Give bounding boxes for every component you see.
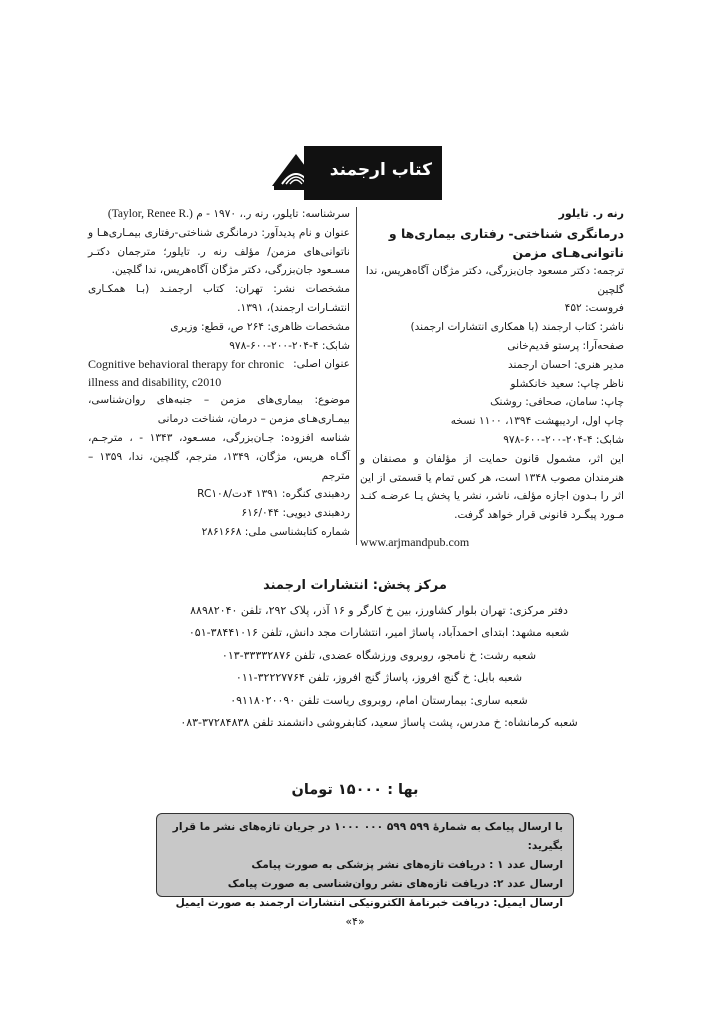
original-title-row	[88, 355, 350, 391]
heading-label: سرشناسه: تایلور، رنه ر.، ۱۹۷۰ - م	[196, 208, 350, 220]
sms-subscription-box	[156, 813, 574, 909]
cataloging-column	[88, 205, 350, 542]
branch-item: شعبه بابل: خ گنج افروز، پاساژ گنج افروز، تلفن ۳۲۲۲۷۷۶۴-۰۱۱	[235, 671, 523, 685]
sms-line: با ارسال پیامک به شمارهٔ ۵۹۹ ۵۹۹ ۰۰۰ ۱۰۰۰ در جریان تازه‌های نشر ما قرار بگیرید:	[172, 821, 563, 852]
isbn: شابک: ۴-۲۰۴-۲۰۰-۶۰۰-۹۷۸	[503, 433, 624, 446]
distribution-title: مرکز پخش: انتشارات ارجمند	[263, 578, 447, 593]
original-title: Cognitive behavioral therapy for chronic illness and disability, c2010	[88, 357, 284, 390]
added-entry: شناسه افزوده: جـان‌بزرگی، مسـعود، ۱۳۴۳ - ، مترجـم، آگـاه هریس، مژگان، ۱۳۴۹، مترجم، گلچین، ندا، ۱۳۵۹ – مترجم	[88, 431, 350, 482]
sms-line: ارسال عدد ۲: دریافت تازه‌های نشر روان‌شناسی به صورت پیامک	[227, 878, 563, 890]
art-director: مدیر هنری: احسان ارجمند	[507, 358, 624, 371]
book-title: درمانگری شناختی- رفتاری بیماری‌ها و ناتوانی‌هـای مزمن	[388, 225, 624, 260]
publication-info: مشخصات نشر: تهران: کتاب ارجمنـد (بـا همکـاری انتشـارات ارجمند)، ۱۳۹۱.	[88, 283, 350, 314]
subject: موضوع: بیماری‌های مزمن – جنبه‌های روان‌شناسی، بیمـاری‌هـای مزمن – درمان، شناخت درمانی	[88, 394, 350, 426]
series-number: فروست: ۴۵۲	[564, 302, 624, 315]
translators: ترجمه: دکتر مسعود جان‌بزرگی، دکتر مژگان آگاه‌هریس، ندا گلچین	[365, 264, 624, 296]
layout-designer: صفحه‌آرا: پرستو قدیم‌خانی	[507, 339, 624, 352]
national-bibliography-number: شماره کتابشناسی ملی: ۲۸۶۱۶۶۸	[201, 525, 350, 538]
branch-item: دفتر مرکزی: تهران بلوار کشاورز، بین خ کارگر و ۱۶ آذر، پلاک ۲۹۲، تلفن ۸۸۹۸۲۰۴۰	[190, 604, 568, 617]
cataloging-isbn: شابک: ۴-۲۰۴-۲۰۰-۶۰۰-۹۷۸	[229, 339, 350, 352]
heading-latin: (Taylor, Renee R.)	[107, 208, 193, 220]
column-divider	[356, 207, 357, 545]
cataloging-heading	[88, 205, 350, 224]
congress-classification: ردهبندی کنگره: ۱۳۹۱ ۴د‌ت/RC۱۰۸	[197, 488, 350, 501]
book-info-column	[360, 205, 624, 552]
logo-banner	[304, 146, 442, 200]
branch-item: شعبه مشهد: ابتدای احمدآباد، پاساژ امیر، انتشارات مجد دانش، تلفن ۳۸۴۴۱۰۱۶-۰۵۱	[188, 626, 570, 640]
physical-description: مشخصات ظاهری: ۲۶۴ ص، قطع: وزیری	[170, 320, 350, 333]
logo-text: کتاب ارجمند	[329, 160, 432, 180]
branch-item: شعبه کرمانشاه: خ مدرس، پشت پاساژ سعید، کتابفروشی دانشمند تلفن ۳۷۲۸۴۸۳۸-۰۸۳	[180, 716, 578, 730]
dewey-classification: ردهبندی دیویی: ۶۱۶/۰۴۴	[241, 507, 350, 520]
sms-line: ارسال ایمیل: دریافت خبرنامهٔ الکترونیکی انتشارات ارجمند به صورت ایمیل	[175, 897, 563, 909]
branch-item: شعبه رشت: خ نامجو، روبروی ورزشگاه عضدی، تلفن ۳۳۳۳۲۸۷۶-۰۱۳	[221, 648, 537, 662]
copyright-notice: این اثر، مشمول قانون حمایت از مؤلفان و مصنفان و هنرمندان مصوب ۱۳۴۸ است، هر کس تمام یا قسمتی از این اثر را بـدون اجازه مؤلف، ناشر، نشر یا پخش یـا عرضـه کنـد مـورد پیگـرد قانونی قرار خواهد گرفت.	[360, 452, 625, 522]
print-supervisor: ناظر چاپ: سعید خانکشلو	[510, 377, 624, 390]
printing-info: چاپ: سامان، صحافی: روشنک	[490, 396, 624, 409]
publisher: ناشر: کتاب ارجمند (با همکاری انتشارات ارجمند)	[410, 321, 624, 334]
branch-list	[120, 600, 638, 734]
price: بها : ۱۵۰۰۰ تومان	[291, 782, 419, 798]
branch-item: شعبه ساری: بیمارستان امام، روبروی ریاست تلفن ۰۹۱۱۸۰۲۰۰۹۰	[230, 693, 528, 707]
sms-line: ارسال عدد ۱ : دریافت تازه‌های نشر پزشکی به صورت پیامک	[251, 859, 563, 871]
website-link[interactable]: www.arjmandpub.com	[360, 534, 470, 549]
original-title-label: عنوان اصلی:	[293, 358, 350, 371]
publisher-logo	[266, 146, 442, 200]
edition-info: چاپ اول، اردیبهشت ۱۳۹۴، ۱۱۰۰ نسخه	[450, 415, 624, 428]
title-statement: عنوان و نام پدیدآور: درمانگری شناختی-رفتاری بیمـاری‌هـا و ناتوانی‌های مزمن/ مؤلف رنه ر. تایلور؛ مترجمان دکتـر مسـعود جان‌بزرگی، دکتر مژگان آگاه‌هریس، ندا گلچین.	[88, 226, 350, 277]
page-number: «۴»	[345, 915, 365, 928]
author-name: رنه ر. تایلور	[558, 207, 624, 220]
